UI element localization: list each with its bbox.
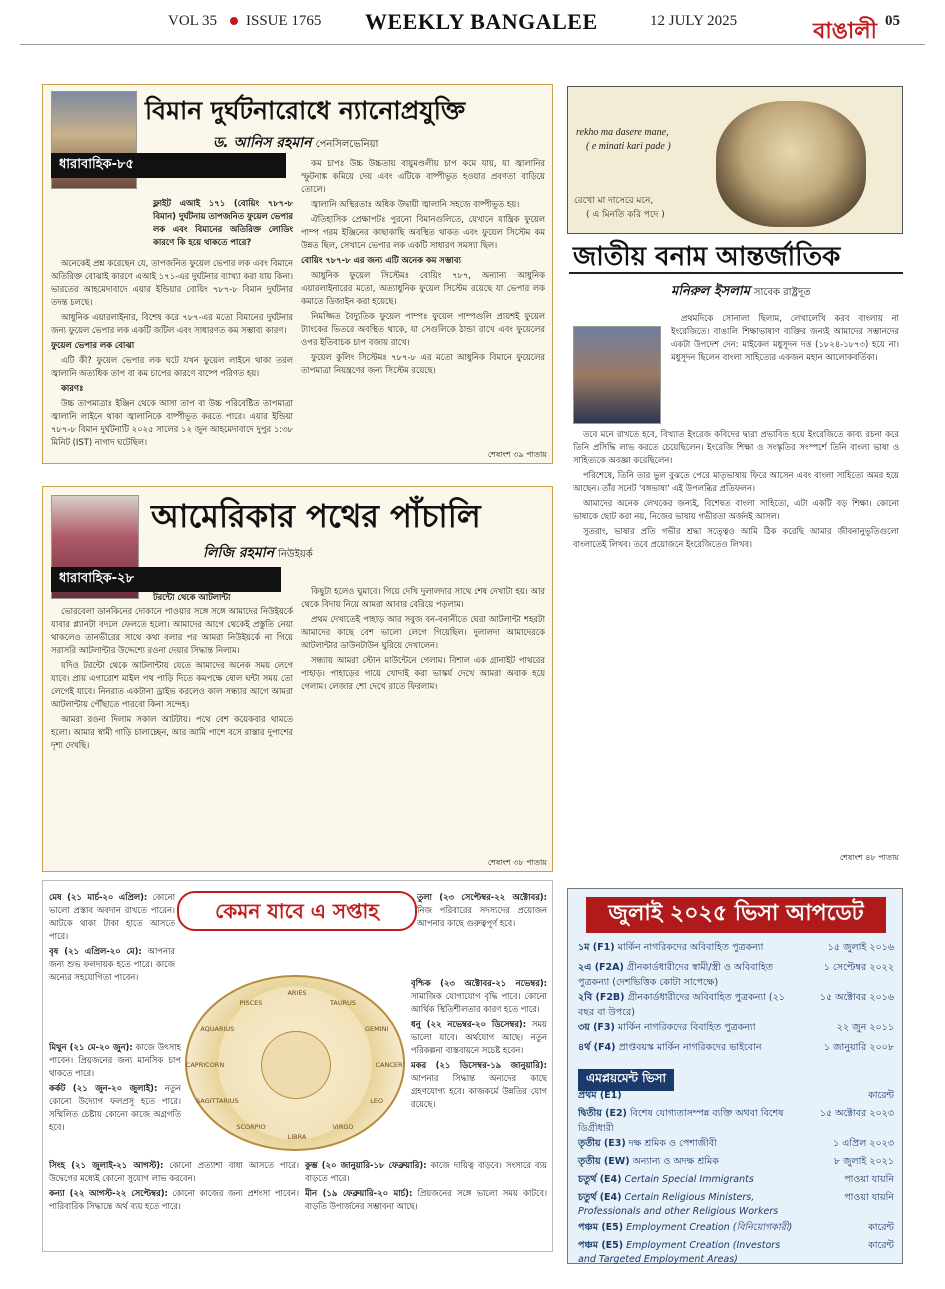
- article-lead: ফ্লাইট এআই ১৭১ (বোয়িং ৭৮৭-৮ বিমান) দুর্ঘটনায় তাপজনিত ফুয়েল ভেপার লক এবং বিমানের অতিরিক্ত লোডিং কারণে কি হয়ে থাকতে পারে?: [153, 198, 293, 248]
- zodiac-label: SCORPIO: [236, 1123, 266, 1132]
- author-line: [203, 541, 313, 565]
- visa-category: দ্বিতীয় (E2): [578, 1108, 627, 1119]
- visa-date: ৮ জুলাই ২০২১: [833, 1156, 894, 1167]
- visa-category: চতুর্থ (E4): [578, 1192, 622, 1203]
- article-column-2: [301, 157, 545, 445]
- sign-name: তুলা (২৩ সেপ্টেম্বর-২২ অক্টোবর):: [417, 892, 547, 902]
- portrait-sketch: [567, 86, 903, 234]
- paragraph: প্রথমদিকে সোনালা ছিলাম, লেখালেখি করব বাংলায় না ইংরেজিতে। বাঙালি শিক্ষাভাষাণ ব্যক্তির জন্যই আমাদের সম্ভানদের একটা উপদেশ দেন: মাইকেল মধুসূদন দত্ত (১৮২৪-১৮৭৩) হয়ে না। মধুসূদন ছিলেন বাংলা সাহিত্যের একজন মহান আলোকবর্তিকা।: [671, 313, 899, 363]
- sign-name: মেষ (২১ মার্চ-২০ এপ্রিল):: [49, 892, 148, 902]
- horoscope-left-signs-bottom: [49, 1159, 299, 1247]
- horoscope-left-signs-middle: [49, 1041, 181, 1157]
- paragraph: ফুয়েল কুলিং সিস্টেমঃ ৭৮৭-৮ এর মতো আধুনিক বিমানে ফুয়েলের তাপমাত্রা নিয়ন্ত্রণের জন্য সিস্টেম রয়েছে।: [301, 352, 545, 376]
- paragraph: প্রথম দেখাতেই পাহাড় আর সবুজ বন-বনানীতে ঘেরা আটলান্টা শহরটা আমাদের কাছে বেশ ভালো লেগে গিয়েছিল। দুলালদা আমাদেরকে আটলান্টার ডাউনটাউন ঘুরিয়ে দেখালেন।: [301, 614, 545, 651]
- paragraph: পরিশেষে, তিনি তার ভুল বুঝতে পেরে মাতৃভাষায় ফিরে আসেন এবং বাংলা সাহিত্যে অমর হয়ে আছেন। তাঁর সনেট 'বঙ্গভাষা' এই উপলব্ধির প্রতিফলন।: [573, 470, 899, 494]
- visa-row: [568, 1173, 904, 1191]
- visa-description: Certain Special Immigrants: [624, 1174, 754, 1185]
- visa-title: জুলাই ২০২৫ ভিসা আপডেট: [586, 897, 886, 933]
- article-america-path: [42, 486, 553, 872]
- visa-row: [568, 991, 904, 1021]
- sign-forecast: নতুন কোনো উদ্যোগ ফলপ্রসূ হতে পারে। সম্মিলিত চেষ্টায় কোনো কাজে অগ্রগতি হবে।: [49, 1083, 181, 1133]
- visa-row: [568, 1107, 904, 1137]
- page-number: 05: [885, 13, 900, 29]
- paragraph: কম চাপঃ উচ্চ উচ্চতায় বায়ুমণ্ডলীয় চাপ কমে যায়, যা জ্বালানির স্ফুটনাঙ্ক কমিয়ে দেয় এবং এটিকে বাষ্পীভূত হওয়ার প্রবণতা বাড়িয়ে তোলে।: [301, 158, 545, 195]
- subheading: কারণঃ: [61, 383, 84, 394]
- article-lead: টরন্টো থেকে আটলান্টা: [153, 592, 231, 602]
- sign-forecast: কোনো কাজের জন্য প্রশংসা পাবেন। পারিবারিক সিদ্ধান্তে অর্থ ব্যয় হতে পারে।: [49, 1188, 299, 1212]
- zodiac-label: PISCES: [239, 998, 263, 1007]
- title-rule: [569, 272, 903, 274]
- article-title: বিমান দুর্ঘটনারোধে ন্যানোপ্রযুক্তি: [145, 96, 466, 125]
- visa-category: প্রথম (E1): [578, 1090, 622, 1101]
- sign-name: কন্যা (২২ আগস্ট-২২ সেপ্টেম্বর):: [49, 1188, 168, 1199]
- visa-row: [568, 1041, 904, 1061]
- author-location: পেনসিলভেনিয়া: [315, 139, 379, 150]
- sign-forecast: আপনার সিদ্ধান্ত অন্যদের কাছে গ্রহণযোগ্য হবে। কাজকর্মে উন্নতির যোগ রয়েছে।: [411, 1073, 547, 1110]
- author-role: সাবেক রাষ্ট্রদূত: [753, 287, 811, 298]
- visa-date: পাওয়া যায়নি: [844, 1192, 894, 1203]
- visa-category: ২বি (F2B): [578, 992, 625, 1003]
- sign-forecast: কাজে উৎসাহ পাবেন। প্রিয়জনের জন্য মানসিক চাপ থাকতে পারে।: [49, 1042, 181, 1079]
- paragraph: সুতরাং, ভাষার প্রতি গভীর শ্রদ্ধা সত্ত্বেও আমি ঠিক করেছি আমার জীবনানুভূতিগুলো বাংলাতেই লিখব। তবে প্রয়োজনে ইংরেজিতেও লিখব।: [573, 526, 899, 550]
- zodiac-label: LEO: [370, 1097, 384, 1105]
- article-column-2: [301, 585, 545, 857]
- horoscope-section: [42, 880, 553, 1252]
- visa-row: [568, 1155, 904, 1173]
- article-title: আমেরিকার পথের পাঁচালি: [151, 497, 481, 535]
- article-nanotech: [42, 84, 553, 464]
- sign-forecast: কোনো ভালো প্রস্তাব অবদান রাখতে পারেন। আটকে থাকা টাকা হাতে আসতে পারে।: [49, 892, 175, 942]
- series-label: ধারাবাহিক-৮৫: [51, 153, 286, 178]
- page-header: [0, 0, 945, 78]
- sign-name: মীন (১৯ ফেব্রুয়ারি-২০ মার্চ):: [305, 1188, 413, 1199]
- horoscope-right-signs: [411, 977, 547, 1157]
- sign-name: কর্কট (২১ জুন-২০ জুলাই):: [49, 1083, 158, 1094]
- visa-row: [568, 961, 904, 991]
- sign-forecast: সময় ভালো যাবে। অর্থযোগ আছে। নতুন পরিকল্পনা বাস্তবায়নে সচেষ্ট হবেন।: [411, 1019, 547, 1056]
- header-divider: [20, 44, 925, 45]
- visa-row: [568, 1221, 904, 1239]
- visa-description: প্রাপ্তবয়স্ক মার্কিন নাগরিকদের ভাইবোন: [618, 1042, 762, 1053]
- sign-forecast: কোনো প্রত্যাশা বাধা আসতে পারে। উদ্বেগের মধ্যেই কোনো সুযোগ লাভ করবেন।: [49, 1160, 299, 1184]
- visa-description: মার্কিন নাগরিকদের বিবাহিত পুত্রকন্যা: [617, 1022, 756, 1033]
- visa-date: কারেন্ট: [868, 1222, 894, 1233]
- author-location: নিউইয়র্ক: [278, 549, 313, 560]
- paragraph: আধুনিক ফুয়েল সিস্টেমঃ বোয়িং ৭৮৭, অন্যান্য আধুনিক এয়ারলাইনারের মতো, অত্যাধুনিক ফুয়েল সিস্টেম রয়েছে যা ভেপার লক কমাতে ডিজাইন করা হয়েছে।: [301, 270, 545, 307]
- visa-date: ২২ জুন ২০১১: [836, 1022, 894, 1033]
- visa-row: [568, 1089, 904, 1107]
- visa-date: ১৫ জুলাই ২০১৬: [827, 942, 894, 953]
- author-line: [671, 282, 811, 303]
- horoscope-title: কেমন যাবে এ সপ্তাহ: [177, 891, 417, 931]
- visa-row: [568, 1239, 904, 1269]
- author-line: [213, 131, 378, 155]
- visa-category: তৃতীয় (E3): [578, 1138, 626, 1149]
- visa-date: ১ জানুয়ারি ২০০৮: [823, 1042, 894, 1053]
- paragraph: আমাদের অনেক লেখকের জন্যই, বিশেষত বাংলা সাহিত্যে, এটা একটি বড় শিক্ষা। কোনো ভাষাকে ছোট করা নয়, নিজের ভাষায় গভীরতা অর্জনই আসল।: [573, 498, 899, 522]
- continued-note: শেষাংশ ৩৮ পাতায়: [487, 858, 547, 867]
- sign-forecast: সামাজিক যোগাযোগ বৃদ্ধি পাবে। কোনো আর্থিক স্থিতিশীলতার কারণ হতে পারে।: [411, 991, 547, 1015]
- sketch-quote-line-1: rekho ma dasere mane,: [576, 127, 669, 138]
- paper-logo: বাঙালী: [813, 19, 877, 44]
- visa-category: পঞ্চম (E5): [578, 1222, 624, 1233]
- paragraph: ভোরবেলা ডানকিনের দোকানে পাওয়ার সঙ্গে সঙ্গে আমাদের নিউইয়র্কে যাবার প্ল্যানটা বদলে ফেলতে হলো। আমাদের আগে থেকেই প্রস্তুতি নেয়া থাকলেও তানভীরের সাথে কথা বলার পর আমরা নিউইয়র্কে না গিয়ে সরাসরি আটলান্টার উদ্দেশ্যে রওনা দেয়ার সিদ্ধান্ত নিলাম।: [51, 606, 293, 656]
- paper-name: WEEKLY BANGALEE: [365, 9, 598, 34]
- paragraph: এটি কী? ফুয়েল ভেপার লক ঘটে যখন ফুয়েল লাইনে থাকা তরল জ্বালানি অত্যধিক তাপ বা কম চাপের কারণে বাষ্পে পরিণত হয়।: [51, 355, 293, 379]
- sign-name: কুম্ভ (২০ জানুয়ারি-১৮ ফেব্রুয়ারি):: [305, 1160, 427, 1170]
- author-photo: [573, 326, 661, 424]
- paragraph: জ্বালানি অস্থিরতাঃ অধিক উদ্বায়ী জ্বালানি সহজে বাষ্পীভূত হয়।: [311, 199, 520, 210]
- visa-row: [568, 941, 904, 961]
- article-intro: [671, 312, 899, 424]
- visa-description: গ্রীনকার্ডধারীদের স্বামী/স্ত্রী ও অবিবাহিত পুত্রকন্যা (দেশভিত্তিক কোটা সাপেক্ষে): [578, 962, 773, 988]
- visa-category: তৃতীয় (EW): [578, 1156, 630, 1167]
- visa-row: [568, 1137, 904, 1155]
- visa-row: [568, 1021, 904, 1041]
- visa-date: ১৫ অক্টোবর ২০১৬: [819, 992, 894, 1003]
- subheading: ফুয়েল ভেপার লক বোঝা: [51, 340, 135, 351]
- zodiac-label: VIRGO: [332, 1123, 354, 1132]
- sign-forecast: আপনার জন্য শুভ ফলদায়ক হতে পারে। কাজে অন্যের সহযোগিতা পাবেন।: [49, 946, 175, 983]
- visa-description: অন্যান্য ও অদক্ষ শ্রমিক: [632, 1156, 719, 1167]
- paragraph: সন্ধ্যায় আমরা স্টোন মাউন্টেনে গেলাম। বিশাল এক গ্রানাইট পাথরের পাহাড়। পাহাড়ের গায়ে খোদাই করা ভাস্কর্য দেখে আমরা অবাক হয়ে গেলাম। লেজার শো দেখে রাতে ফিরলাম।: [301, 655, 545, 692]
- visa-category: চতুর্থ (E4): [578, 1174, 622, 1185]
- zodiac-label: CANCER: [375, 1061, 403, 1069]
- visa-category: ৪র্থ (F4): [578, 1042, 616, 1053]
- author-name: লিজি রহমান: [203, 545, 275, 561]
- zodiac-label: AQUARIUS: [200, 1025, 235, 1033]
- visa-description: গ্রীনকার্ডধারীদের অবিবাহিত পুত্রকন্যা (২১ বছর বা উপরে): [578, 992, 785, 1018]
- paragraph: তবে মনে রাখতে হবে, বিখ্যাত ইংরেজ কবিদের দ্বারা প্রভাবিত হয়ে ইংরেজিতে কাব্য রচনা করে তিনি প্রসিদ্ধি লাভ করতে চেয়েছিলেন। ইংরেজি শিক্ষা ও সংস্কৃতির সংস্পর্শে তিনি বাংলা ভাষা ও সাহিত্যকে অবজ্ঞা করেছিলেন।: [573, 429, 899, 466]
- sketch-signature-2: ( এ মিনতি করি পদে ): [586, 210, 665, 220]
- paragraph: ঐতিহাসিক প্রেক্ষাপটঃ পুরনো বিমানগুলিতে, যেখানে যান্ত্রিক ফুয়েল পাম্প গরম ইঞ্জিনের কাছাকাছি অবস্থিত থাকত এবং ফুয়েল সিস্টেম কম উন্নত ছিল, সেখানে ভেপার লক একটি সাধারণ সমস্যা ছিল।: [301, 214, 545, 251]
- zodiac-label: ARIES: [287, 989, 307, 997]
- sign-name: সিংহ (২১ জুলাই-২১ আগস্ট):: [49, 1160, 164, 1170]
- visa-date: পাওয়া যায়নি: [844, 1174, 894, 1185]
- sign-name: বৃষ (২১ এপ্রিল-২০ মে):: [49, 946, 142, 957]
- visa-category: ৩য় (F3): [578, 1022, 615, 1033]
- wheel-center: [261, 1031, 331, 1099]
- issue-date: 12 JULY 2025: [650, 13, 738, 29]
- zodiac-label: TAURUS: [329, 998, 357, 1007]
- sign-name: মকর (২১ ডিসেম্বর-১৯ জানুয়ারি):: [411, 1060, 547, 1071]
- visa-date: ১ এপ্রিল ২০২৩: [832, 1138, 894, 1149]
- article-column-1: [51, 257, 293, 453]
- paragraph: উচ্চ তাপমাত্রাঃ ইঞ্জিন থেকে আসা তাপ বা উচ্চ পরিবেষ্টিত তাপমাত্রা জ্বালানি লাইনে থাকা জ্বালানিকে বাষ্পীভূত করতে পারে। এয়ার ইন্ডিয়া ৭৮৭-৮ বিমান দুর্ঘটনাটি ২০২৫ সালের ১২ জুন আহমেদাবাদে দুপুর ১:৩৮ মিনিট (IST) নাগাদ ঘটেছিল।: [51, 398, 293, 448]
- visa-description: Employment Creation (Investors and Targeted Employment Areas): [578, 1240, 781, 1265]
- visa-description: বিশেষ যোগ্যতাসম্পন্ন ব্যক্তি অথবা বিশেষ ডিগ্রীধারী: [578, 1108, 784, 1134]
- family-visa-list: [568, 941, 904, 1061]
- continued-note: শেষাংশ ৪৮ পাতায়: [839, 853, 899, 862]
- zodiac-label: CAPRICORN: [185, 1061, 225, 1069]
- continued-note: শেষাংশ ৩৯ পাতায়: [487, 450, 547, 459]
- zodiac-label: SAGITTARIUS: [196, 1097, 239, 1105]
- employment-heading-label: এমপ্লয়মেন্ট ভিসা: [578, 1069, 674, 1091]
- visa-category: পঞ্চম (E5): [578, 1240, 624, 1251]
- sign-name: বৃশ্চিক (২৩ অক্টোবর-২১ নভেম্বর):: [411, 978, 547, 988]
- zodiac-wheel-icon: [185, 975, 405, 1151]
- zodiac-label: GEMINI: [364, 1025, 389, 1033]
- author-name: মনিরুল ইসলাম: [671, 284, 750, 299]
- article-body: [573, 428, 899, 856]
- employment-visa-list: [568, 1089, 904, 1269]
- paragraph: যদিও টরন্টো থেকে আটলান্টায় যেতে আমাদের অনেক সময় লেগে যাবে। প্রায় এগারোশ মাইল পথ পাড়ি দিতে কমপক্ষে ষোল ঘন্টা সময় তো লেগেই যাবে। নিনরাত একটানা ড্রাইভ করলেও কাল সন্ধ্যার আগে আমরা আটলান্টায় পৌঁছাতে পারবো কিনা সন্দেহ।: [51, 660, 293, 710]
- visa-description: Employment Creation (বিনিয়োগকারী): [626, 1222, 793, 1233]
- separator-dot-icon: [230, 17, 238, 25]
- sketch-quote-line-2: ( e minati kari pade ): [586, 141, 671, 152]
- subheading: বোয়িং ৭৮৭-৮ এর জন্য এটি অনেক কম সম্ভাব্য: [301, 255, 461, 266]
- visa-date: কারেন্ট: [868, 1090, 894, 1101]
- sign-name: ধনু (২২ নভেম্বর-২০ ডিসেম্বর):: [411, 1019, 527, 1030]
- article-title: জাতীয় বনাম আন্তর্জাতিক: [573, 242, 841, 272]
- paragraph: আমরা রওনা দিলাম সকাল আটটায়। পথে বেশ কয়েকবার থামতে হলো। আমার স্বামী গাড়ি চালাচ্ছেন, আর আমি পাশে বসে রাস্তার দুপাশের দৃশ্য দেখছি।: [51, 714, 293, 751]
- sign-forecast: নিজ পরিবারের সদস্যদের প্রয়োজন আপনার কাছে গুরুত্বপূর্ণ হবে।: [417, 905, 547, 929]
- article-national-international: [567, 236, 903, 870]
- visa-date: কারেন্ট: [868, 1240, 894, 1251]
- issue-label: ISSUE 1765: [246, 13, 322, 29]
- volume-label: VOL 35: [168, 13, 218, 29]
- sign-forecast: প্রিয়জনের সঙ্গে ভালো সময় কাটবে। বাড়তি উপার্জনের সম্ভাবনা আছে।: [305, 1188, 547, 1212]
- zodiac-label: LIBRA: [287, 1133, 307, 1141]
- sketch-signature-1: রেখো মা দাসেরে মনে,: [574, 196, 654, 206]
- horoscope-right-signs-bottom: [305, 1159, 547, 1247]
- paragraph: অনেকেই প্রশ্ন করেছেন যে, তাপজনিত ফুয়েল ভেপার লক এবং বিমানে অতিরিক্ত বোঝাই কারণে এআই ১৭১-এর দুর্ঘটনার ব্যাখ্যা করা যায় কিনা। ভারতের আহমেদাবাদে এয়ার ইন্ডিয়ার বোয়িং ৭৮৭-৮ বিমান দুর্ঘটনার তদন্ত চলছে।: [51, 258, 293, 308]
- visa-bulletin: [567, 888, 903, 1264]
- article-column-1: [51, 605, 293, 861]
- paragraph: নিমজ্জিত বৈদ্যুতিক ফুয়েল পাম্পঃ ফুয়েল পাম্পগুলি প্রায়শই ফুয়েল ট্যাংকের ভিতরে অবস্থিত থাকে, যা সেগুলিকে ঠান্ডা রাখে এবং ফুয়েলের ওপর ইতিবাচক চাপ বজায় রাখে।: [301, 311, 545, 348]
- visa-category: ১ম (F1): [578, 942, 615, 953]
- paragraph: আধুনিক এয়ারলাইনার, বিশেষ করে ৭৮৭-এর মতো বিমানের দুর্ঘটনার জন্য ফুয়েল ভেপার লক একটি জটিল এবং সাধারণত কম সম্ভাব্য কারণ।: [51, 312, 293, 336]
- paragraph: কিছুটা হলেও ঘুমাবে। গিয়ে দেখি দুলালদার সাথে শেষ দেখাটা হয়। আর থেকে বিদায় নিয়ে আমরা আবার বেরিয়ে পড়লাম।: [301, 586, 545, 610]
- visa-date: ১ সেপ্টেম্বর ২০২২: [823, 962, 894, 973]
- series-label: ধারাবাহিক-২৮: [51, 567, 281, 592]
- visa-description: মার্কিন নাগরিকদের অবিবাহিত পুত্রকন্যা: [617, 942, 764, 953]
- sketch-portrait-drawing: [716, 101, 866, 227]
- sign-name: মিথুন (২১ মে-২০ জুন):: [49, 1042, 133, 1052]
- visa-date: ১৫ অক্টোবর ২০২৩: [819, 1108, 894, 1119]
- horoscope-right-signs-top: [417, 891, 547, 975]
- visa-description: দক্ষ শ্রমিক ও পেশাজীবী: [628, 1138, 717, 1149]
- author-name: ড. আনিস রহমান: [213, 135, 312, 151]
- sign-forecast: কাজে দায়িত্ব বাড়বে। সংসারে ব্যয় বাড়তে পারে।: [305, 1160, 547, 1184]
- visa-description: Certain Religious Ministers, Professionals and other Religious Workers: [578, 1192, 779, 1217]
- employment-heading: [578, 1067, 674, 1091]
- visa-category: ২এ (F2A): [578, 962, 624, 973]
- visa-row: [568, 1191, 904, 1221]
